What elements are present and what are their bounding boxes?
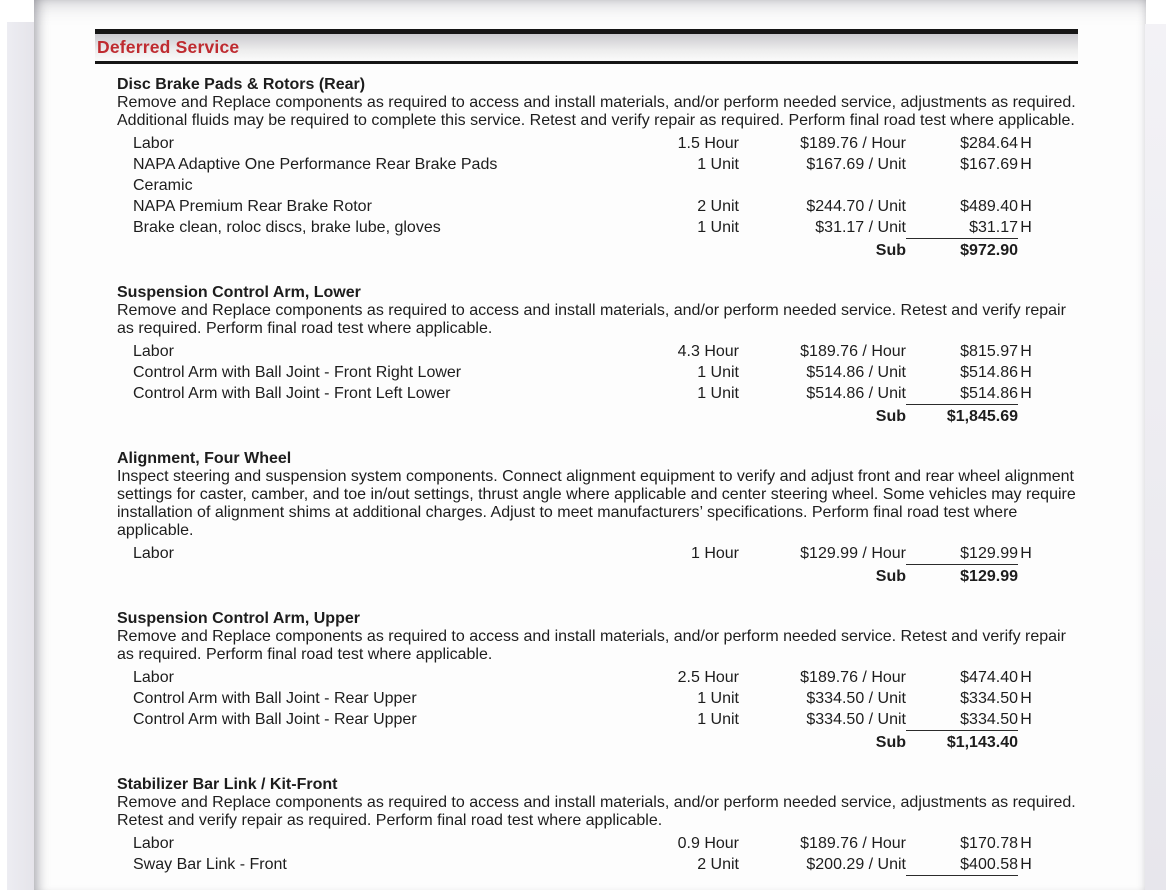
line-item-row bbox=[133, 833, 1034, 854]
item-name: Control Arm with Ball Joint - Front Left Lower bbox=[133, 385, 451, 402]
item-rate: $189.76 / Hour bbox=[800, 835, 906, 852]
line-item-row bbox=[133, 709, 1034, 731]
service-title: Disc Brake Pads & Rotors (Rear) bbox=[117, 76, 366, 93]
line-item-row bbox=[133, 362, 1034, 383]
item-total-amount: $334.50 bbox=[960, 690, 1018, 707]
item-total-amount: $284.64 bbox=[960, 135, 1018, 152]
item-quantity: 1 Unit bbox=[697, 690, 739, 707]
item-total-amount: $167.69 bbox=[960, 156, 1018, 173]
item-total-amount: $474.40 bbox=[960, 669, 1018, 686]
item-name: Labor bbox=[133, 135, 174, 152]
service-section bbox=[117, 284, 1110, 428]
item-rate: $189.76 / Hour bbox=[800, 135, 906, 152]
item-total bbox=[906, 833, 1034, 854]
item-total bbox=[906, 217, 1034, 239]
item-total bbox=[906, 133, 1034, 154]
subtotal-total bbox=[906, 406, 1034, 428]
line-item-row bbox=[133, 383, 1034, 405]
item-total-amount: $514.86 bbox=[960, 364, 1018, 381]
subtotal-label: Sub bbox=[875, 242, 906, 259]
item-total bbox=[906, 383, 1034, 405]
line-items bbox=[133, 833, 1034, 876]
item-name: Control Arm with Ball Joint - Rear Upper bbox=[133, 690, 417, 707]
subtotal-flag-spacer bbox=[1018, 566, 1034, 588]
item-total bbox=[906, 341, 1034, 362]
service-section bbox=[117, 450, 1110, 588]
line-item-row bbox=[133, 154, 1034, 196]
item-rate: $167.69 / Unit bbox=[806, 156, 906, 173]
service-description: Inspect steering and suspension system components. Connect alignment equipment to verify and adjust front and rear wheel alignment settings for caster, camber, and toe in/out settings, thrust angle where applicable and center steering wheel. Some vehicles may require installation of alignment shims at additional charges. Adjust to meet manufacturers’ specifications. Perform final road test where applicable. bbox=[117, 468, 1076, 539]
item-rate: $189.76 / Hour bbox=[800, 343, 906, 360]
service-title: Suspension Control Arm, Upper bbox=[117, 610, 360, 627]
subtotal-flag-spacer bbox=[1018, 240, 1034, 262]
line-item-row bbox=[133, 543, 1034, 565]
item-quantity: 2.5 Hour bbox=[677, 669, 739, 686]
line-item-row bbox=[133, 667, 1034, 688]
item-total bbox=[906, 154, 1034, 175]
hold-flag: H bbox=[1020, 856, 1032, 873]
item-total-amount: $489.40 bbox=[960, 198, 1018, 215]
item-rate: $514.86 / Unit bbox=[806, 385, 906, 402]
hold-flag: H bbox=[1020, 711, 1032, 728]
service-title: Suspension Control Arm, Lower bbox=[117, 284, 361, 301]
item-quantity: 1 Unit bbox=[697, 385, 739, 402]
subtotal-total bbox=[906, 240, 1034, 262]
subtotal-flag-spacer bbox=[1018, 406, 1034, 428]
document-page bbox=[34, 0, 1146, 890]
hold-flag: H bbox=[1020, 343, 1032, 360]
hold-flag: H bbox=[1020, 385, 1032, 402]
line-item-row bbox=[133, 854, 1034, 876]
item-name: Labor bbox=[133, 669, 174, 686]
line-items bbox=[133, 133, 1034, 262]
subtotal-amount: $972.90 bbox=[960, 242, 1018, 259]
item-name: Control Arm with Ball Joint - Front Right Lower bbox=[133, 364, 462, 381]
line-item-row bbox=[133, 196, 1034, 217]
service-description: Remove and Replace components as required to access and install materials, and/or perform needed service, adjustments as required. Additional fluids may be required to complete this service. Retest and verify repair as required. Perform final road test where applicable. bbox=[117, 94, 1076, 129]
subtotal-row bbox=[133, 732, 1034, 754]
item-total bbox=[906, 709, 1034, 731]
subtotal-amount: $1,143.40 bbox=[946, 734, 1018, 751]
item-name: Control Arm with Ball Joint - Rear Upper bbox=[133, 711, 417, 728]
hold-flag: H bbox=[1020, 669, 1032, 686]
service-section bbox=[117, 610, 1110, 754]
subtotal-row bbox=[133, 240, 1034, 262]
service-title: Stabilizer Bar Link / Kit-Front bbox=[117, 776, 338, 793]
line-item-row bbox=[133, 688, 1034, 709]
service-section bbox=[117, 776, 1110, 876]
service-description: Remove and Replace components as required to access and install materials, and/or perform needed service. Retest and verify repair as required. Perform final road test where applicable. bbox=[117, 628, 1066, 663]
item-rate: $334.50 / Unit bbox=[806, 711, 906, 728]
item-rate: $514.86 / Unit bbox=[806, 364, 906, 381]
item-rate: $129.99 / Hour bbox=[800, 545, 906, 562]
item-quantity: 0.9 Hour bbox=[677, 835, 739, 852]
item-name: NAPA Premium Rear Brake Rotor bbox=[133, 198, 372, 215]
service-section bbox=[117, 76, 1110, 262]
subtotal-row bbox=[133, 566, 1034, 588]
item-total bbox=[906, 196, 1034, 217]
line-items bbox=[133, 341, 1034, 428]
item-name: Labor bbox=[133, 835, 174, 852]
item-total bbox=[906, 543, 1034, 565]
item-rate: $31.17 / Unit bbox=[815, 219, 906, 236]
item-quantity: 1 Unit bbox=[697, 219, 739, 236]
subtotal-label: Sub bbox=[875, 568, 906, 585]
item-name: Labor bbox=[133, 343, 174, 360]
item-total-amount: $514.86 bbox=[906, 383, 1018, 405]
hold-flag: H bbox=[1020, 545, 1032, 562]
item-total bbox=[906, 667, 1034, 688]
item-total bbox=[906, 688, 1034, 709]
hold-flag: H bbox=[1020, 198, 1032, 215]
item-quantity: 1 Unit bbox=[697, 364, 739, 381]
item-quantity: 1.5 Hour bbox=[677, 135, 739, 152]
hold-flag: H bbox=[1020, 135, 1032, 152]
subtotal-total bbox=[906, 732, 1034, 754]
item-total-amount: $815.97 bbox=[960, 343, 1018, 360]
line-item-row bbox=[133, 341, 1034, 362]
subtotal-row bbox=[133, 406, 1034, 428]
service-sections bbox=[95, 76, 1110, 876]
item-quantity: 2 Unit bbox=[697, 856, 739, 873]
item-name: Brake clean, roloc discs, brake lube, gloves bbox=[133, 219, 441, 236]
hold-flag: H bbox=[1020, 690, 1032, 707]
subtotal-flag-spacer bbox=[1018, 732, 1034, 754]
deferred-service-heading: Deferred Service bbox=[97, 37, 240, 57]
item-quantity: 2 Unit bbox=[697, 198, 739, 215]
service-description: Remove and Replace components as required to access and install materials, and/or perform needed service, adjustments as required. Retest and verify repair as required. Perform final road test where applicable. bbox=[117, 794, 1076, 829]
subtotal-label: Sub bbox=[875, 734, 906, 751]
item-quantity: 4.3 Hour bbox=[677, 343, 739, 360]
item-total-amount: $170.78 bbox=[960, 835, 1018, 852]
hold-flag: H bbox=[1020, 364, 1032, 381]
item-total bbox=[906, 362, 1034, 383]
item-total bbox=[906, 854, 1034, 876]
line-items bbox=[133, 543, 1034, 588]
section-header-band bbox=[95, 34, 1078, 61]
photo-margin-left bbox=[7, 22, 34, 890]
hold-flag: H bbox=[1020, 835, 1032, 852]
item-total-amount: $31.17 bbox=[906, 217, 1018, 239]
subtotal-amount: $1,845.69 bbox=[946, 408, 1018, 425]
line-item-row bbox=[133, 133, 1034, 154]
subtotal-label: Sub bbox=[875, 408, 906, 425]
item-rate: $244.70 / Unit bbox=[806, 198, 906, 215]
item-quantity: 1 Unit bbox=[697, 711, 739, 728]
item-total-amount: $334.50 bbox=[906, 709, 1018, 731]
item-rate: $189.76 / Hour bbox=[800, 669, 906, 686]
photo-margin-right bbox=[1145, 24, 1166, 890]
item-name: NAPA Adaptive One Performance Rear Brake Pads Ceramic bbox=[133, 156, 498, 194]
line-item-row bbox=[133, 217, 1034, 239]
hold-flag: H bbox=[1020, 156, 1032, 173]
item-total-amount: $400.58 bbox=[906, 854, 1018, 876]
subtotal-total bbox=[906, 566, 1034, 588]
service-description: Remove and Replace components as required to access and install materials, and/or perform needed service. Retest and verify repair as required. Perform final road test where applicable. bbox=[117, 302, 1066, 337]
service-title: Alignment, Four Wheel bbox=[117, 450, 292, 467]
item-rate: $334.50 / Unit bbox=[806, 690, 906, 707]
item-rate: $200.29 / Unit bbox=[806, 856, 906, 873]
header-underline-rule bbox=[95, 61, 1078, 64]
hold-flag: H bbox=[1020, 219, 1032, 236]
item-name: Labor bbox=[133, 545, 174, 562]
item-quantity: 1 Unit bbox=[697, 156, 739, 173]
item-name: Sway Bar Link - Front bbox=[133, 856, 287, 873]
item-total-amount: $129.99 bbox=[906, 543, 1018, 565]
subtotal-amount: $129.99 bbox=[960, 568, 1018, 585]
line-items bbox=[133, 667, 1034, 754]
item-quantity: 1 Hour bbox=[690, 545, 739, 562]
